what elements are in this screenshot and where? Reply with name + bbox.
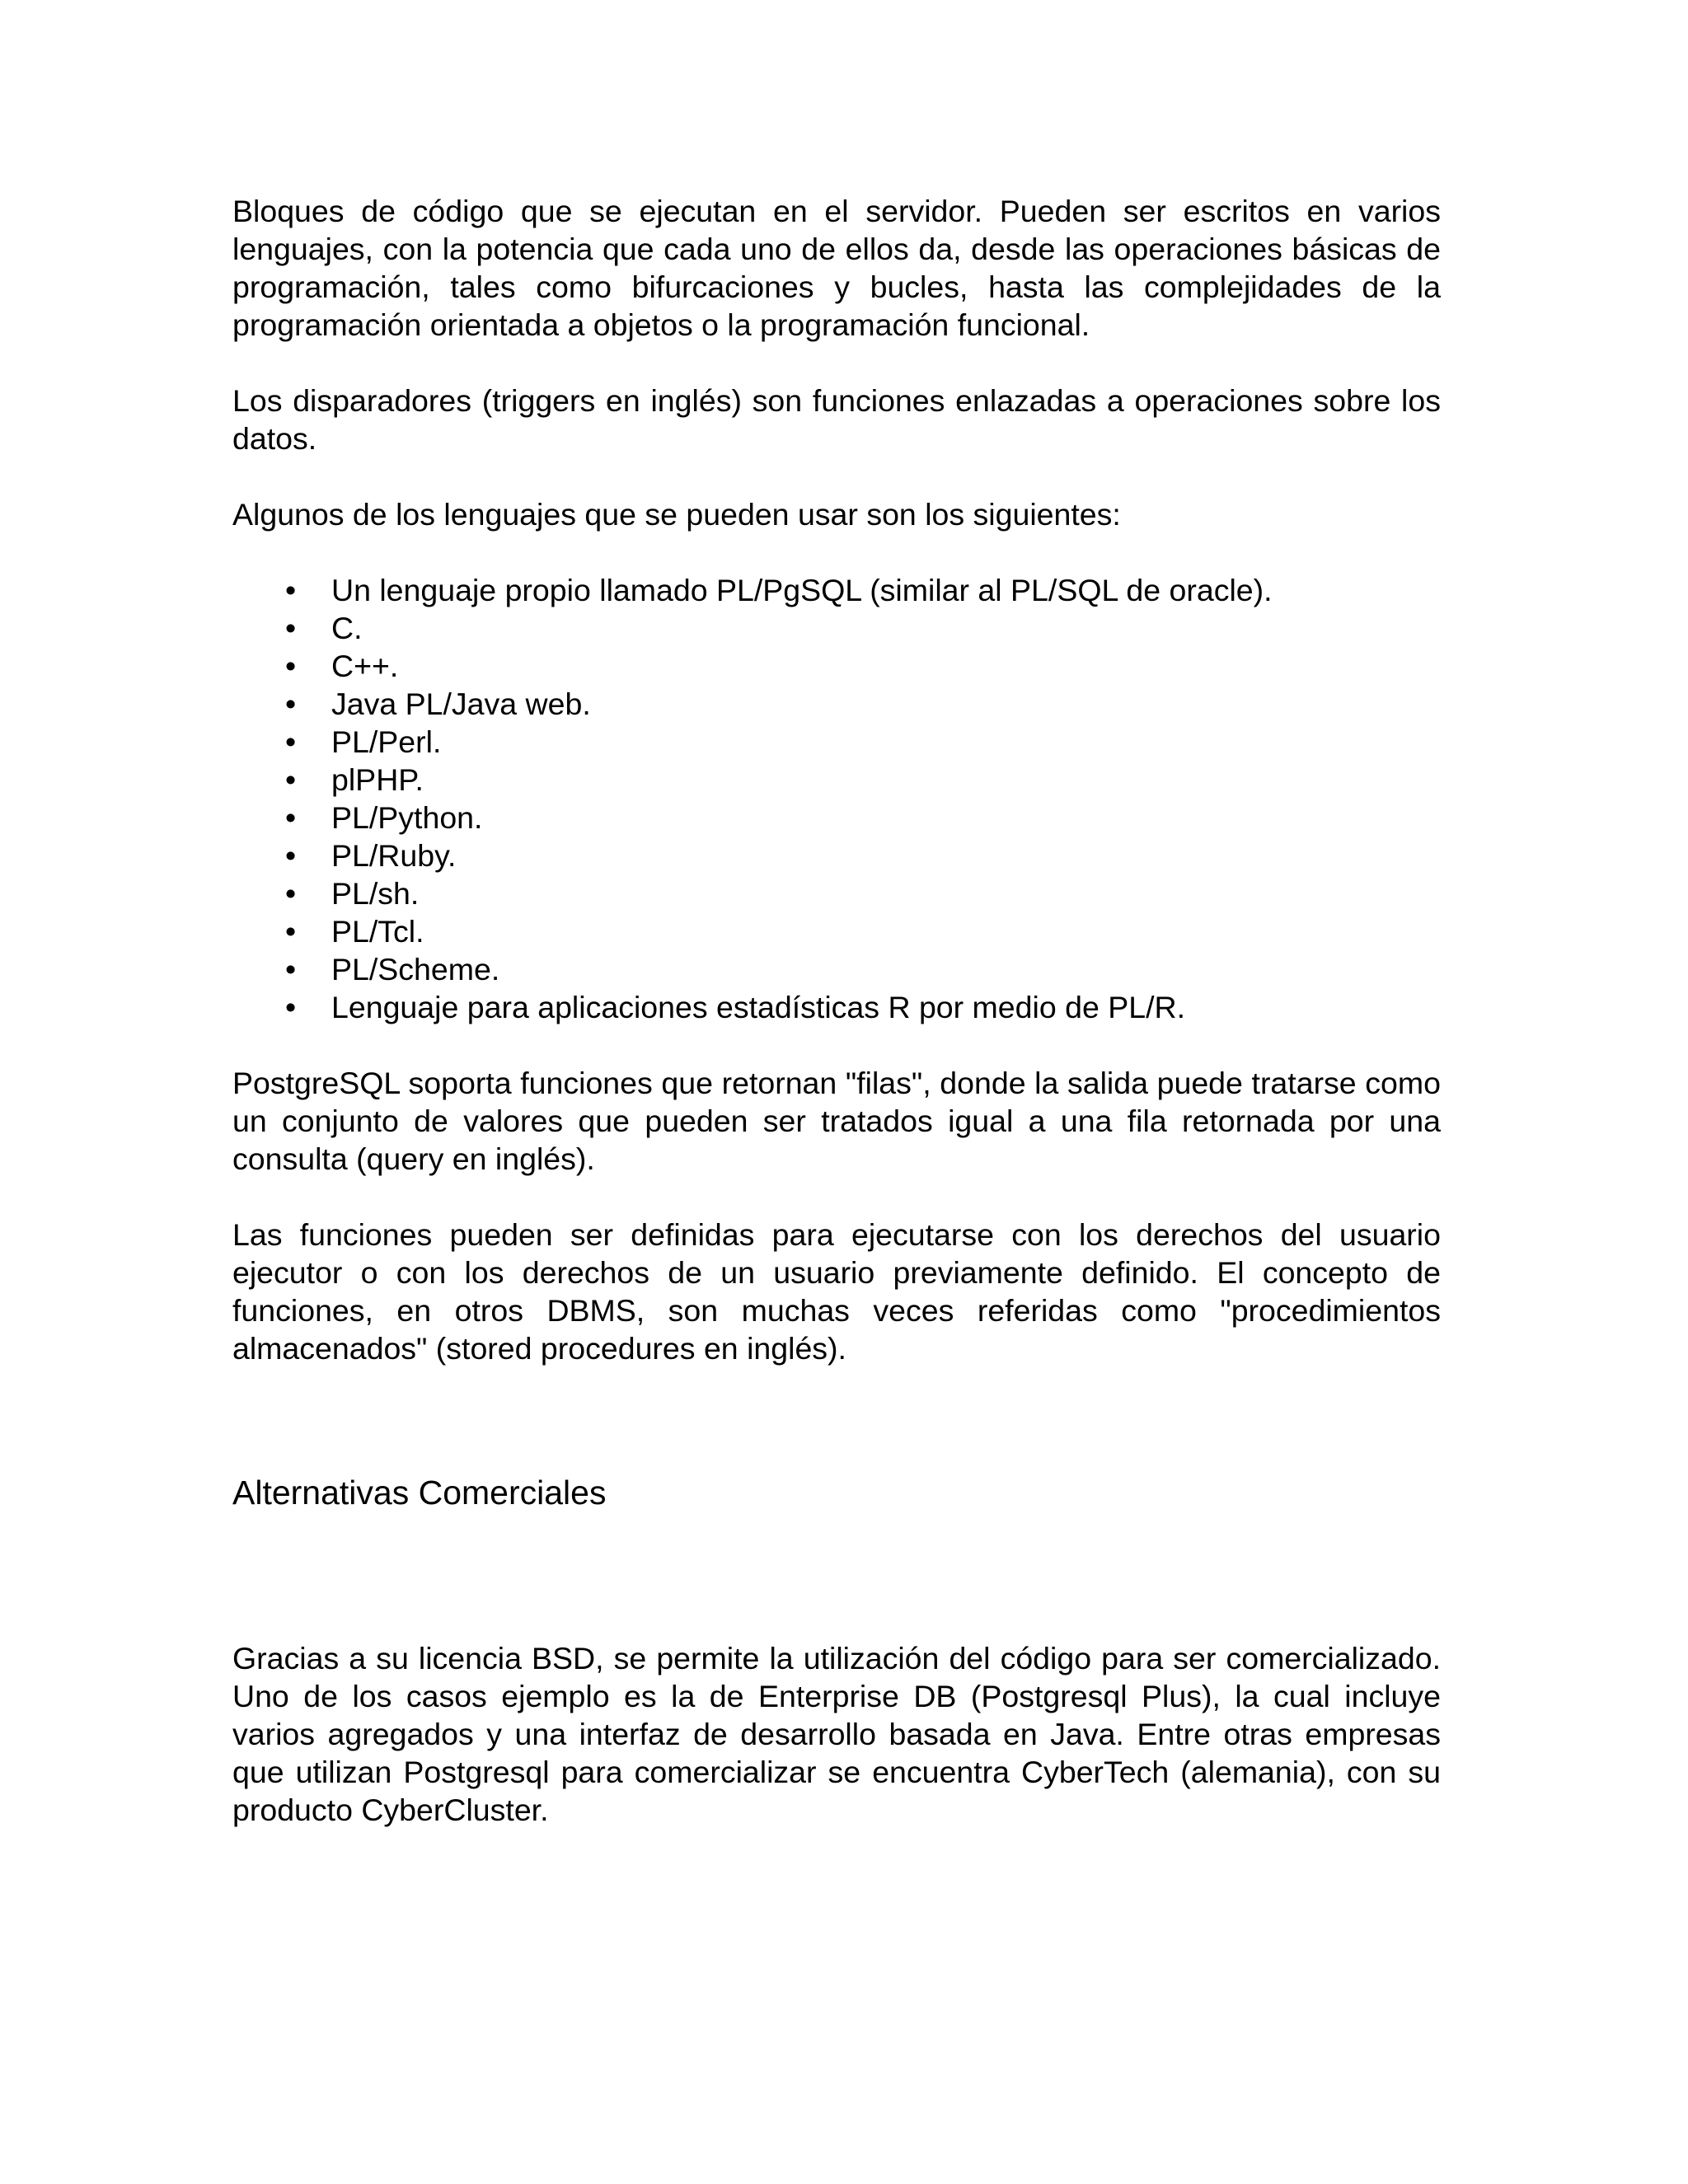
bullet-icon: •	[285, 573, 297, 607]
bullet-icon: •	[285, 724, 297, 759]
list-item-text: C.	[331, 611, 363, 645]
list-item	[232, 609, 1441, 647]
list-item-text: Lenguaje para aplicaciones estadísticas R por medio de PL/R.	[331, 990, 1186, 1024]
list-item	[232, 837, 1441, 874]
list-item-text: PL/Tcl.	[331, 914, 424, 949]
list-item-text: Un lenguaje propio llamado PL/PgSQL (similar al PL/SQL de oracle).	[331, 573, 1273, 607]
intro-paragraph-triggers: Los disparadores (triggers en inglés) son funciones enlazadas a operaciones sobre los datos.	[232, 383, 1441, 456]
section-heading-commercial: Alternativas Comerciales	[232, 1474, 607, 1511]
functions-paragraph-rights: Las funciones pueden ser definidas para ejecutarse con los derechos del usuario ejecutor o con los derechos de un usuario previamente definido. El concepto de funciones, en otros DBMS, son muchas veces referidas como "procedimientos almacenados" (stored procedures en inglés).	[232, 1217, 1441, 1366]
list-item	[232, 950, 1441, 988]
bullet-icon: •	[285, 687, 297, 721]
list-item-text: PL/Perl.	[331, 724, 442, 759]
list-item-text: C++.	[331, 649, 399, 683]
list-item	[232, 761, 1441, 799]
intro-paragraph-languages: Algunos de los lenguajes que se pueden usar son los siguientes:	[232, 497, 1121, 532]
list-item	[232, 647, 1441, 685]
bullet-icon: •	[285, 800, 297, 835]
list-item-text: Java PL/Java web.	[331, 687, 591, 721]
list-item-text: PL/sh.	[331, 876, 420, 911]
bullet-icon: •	[285, 990, 297, 1024]
list-item-text: PL/Ruby.	[331, 838, 457, 873]
list-item-text: PL/Python.	[331, 800, 483, 835]
document-page	[232, 192, 1441, 1867]
section-spacer	[232, 1516, 1441, 1639]
functions-paragraph-rows: PostgreSQL soporta funciones que retornan "filas", donde la salida puede tratarse como un conjunto de valores que pueden ser tratados igual a una fila retornada por una consulta (query en inglés).	[232, 1066, 1441, 1176]
list-item	[232, 988, 1441, 1026]
bullet-icon: •	[285, 762, 297, 797]
languages-list	[232, 571, 1441, 1026]
bullet-icon: •	[285, 649, 297, 683]
bullet-icon: •	[285, 876, 297, 911]
list-item	[232, 799, 1441, 837]
bullet-icon: •	[285, 838, 297, 873]
intro-paragraph-server-code: Bloques de código que se ejecutan en el servidor. Pueden ser escritos en varios lenguajes, con la potencia que cada uno de ellos da, desde las operaciones básicas de programación, tales como bifurcaciones y bucles, hasta las complejidades de la programación orientada a objetos o la programación funcional.	[232, 194, 1441, 342]
list-item	[232, 874, 1441, 912]
list-item	[232, 571, 1441, 609]
list-item	[232, 723, 1441, 761]
list-item	[232, 685, 1441, 723]
bullet-icon: •	[285, 611, 297, 645]
bullet-icon: •	[285, 952, 297, 987]
list-item-text: PL/Scheme.	[331, 952, 500, 987]
commercial-paragraph: Gracias a su licencia BSD, se permite la utilización del código para ser comercializado. Uno de los casos ejemplo es la de Enterprise DB (Postgresql Plus), la cual incluye varios agregados y una interfaz de desarrollo basada en Java. Entre otras empresas que utilizan Postgresql para comercializar se encuentra CyberTech (alemania), con su producto CyberCluster.	[232, 1641, 1441, 1827]
list-item	[232, 912, 1441, 950]
bullet-icon: •	[285, 914, 297, 949]
list-item-text: plPHP.	[331, 762, 424, 797]
